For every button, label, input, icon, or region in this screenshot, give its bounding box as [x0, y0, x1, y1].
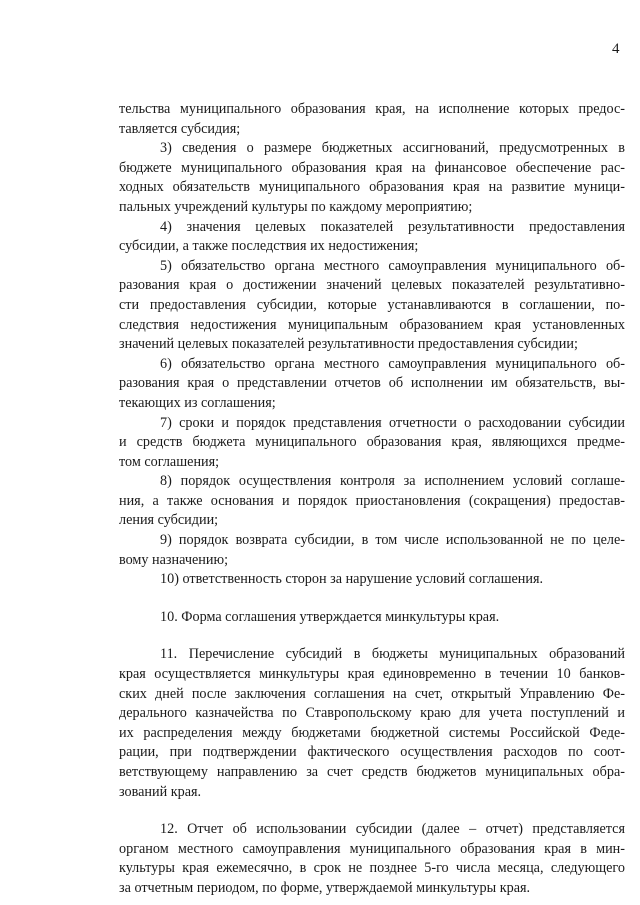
- paragraph: [119, 645, 625, 802]
- paragraph: [119, 531, 625, 570]
- text-line: тельства муниципального образования края, на исполнение которых предос-: [119, 101, 625, 117]
- text-line: 9) порядок возврата субсидии, в том числе использованной не по целе-: [160, 532, 625, 549]
- paragraph: [119, 414, 625, 473]
- text-line: текающих из соглашения;: [119, 394, 276, 411]
- text-line: зований края.: [119, 783, 202, 800]
- paragraph: [119, 257, 625, 355]
- text-line: разования края о достижении значений целевых показателей результативно-: [119, 277, 625, 294]
- text-line: 3) сведения о размере бюджетных ассигнований, предусмотренных в: [160, 140, 625, 157]
- text-line: 10) ответственность сторон за нарушение условий соглашения.: [160, 571, 544, 588]
- text-line: ветствующему направлению за счет средств бюджетов муниципальных обра-: [119, 764, 625, 780]
- text-line: ния, а также основания и порядок приостановления (сокращения) предостав-: [119, 492, 625, 509]
- text-line: культуры края ежемесячно, в срок не позднее 5-го числа месяца, следующего: [119, 860, 625, 877]
- paragraph: [119, 570, 625, 590]
- document-body: [119, 100, 625, 899]
- paragraph-gap: [119, 590, 625, 608]
- paragraph-gap: [119, 802, 625, 820]
- text-line: 8) порядок осуществления контроля за исполнением условий соглаше-: [160, 473, 625, 490]
- text-line: 5) обязательство органа местного самоуправления муниципального об-: [160, 257, 625, 274]
- text-line: ления субсидии;: [119, 512, 219, 529]
- text-line: органом местного самоуправления муниципального образования края в мин-: [119, 840, 625, 857]
- text-line: за отчетным периодом, по форме, утверждаемой минкультуры края.: [119, 879, 531, 896]
- text-line: 11. Перечисление субсидий в бюджеты муниципальных образований: [160, 646, 625, 663]
- paragraph: [119, 100, 625, 139]
- text-line: разования края о представлении отчетов об исполнении им обязательств, вы-: [119, 375, 625, 392]
- paragraph-gap: [119, 627, 625, 645]
- text-line: края осуществляется минкультуры края единовременно в течении 10 банков-: [119, 666, 625, 683]
- paragraph: [119, 139, 625, 217]
- text-line: 12. Отчет об использовании субсидии (далее – отчет) представляется: [160, 821, 625, 838]
- paragraph: [119, 608, 625, 628]
- text-line: следствия недостижения муниципальным образованием края установленных: [119, 316, 625, 333]
- text-line: ходных обязательств муниципального образования края на развитие муници-: [119, 179, 625, 196]
- text-line: их распределения между бюджетами бюджетной системы Российской Федe-: [119, 724, 625, 741]
- text-line: 6) обязательство органа местного самоуправления муниципального об-: [160, 355, 625, 372]
- text-line: значений целевых показателей результативности предоставления субсидии;: [119, 336, 578, 353]
- text-line: тавляется субсидия;: [119, 120, 241, 137]
- text-line: рации, при подтверждении фактического осуществления расходов по соот-: [119, 744, 625, 761]
- text-line: том соглашения;: [119, 453, 220, 470]
- text-line: сти предоставления субсидии, которые устанавливаются в соглашении, по-: [119, 296, 625, 313]
- text-line: 10. Форма соглашения утверждается минкультуры края.: [160, 608, 500, 625]
- text-line: 4) значения целевых показателей результативности предоставления: [160, 218, 625, 235]
- text-line: субсидии, а также последствия их недостижения;: [119, 238, 419, 255]
- text-line: вому назначению;: [119, 551, 229, 568]
- paragraph: [119, 218, 625, 257]
- paragraph: [119, 472, 625, 531]
- text-line: и средств бюджета муниципального образования края, являющихся предме-: [119, 434, 625, 451]
- text-line: ских дней после заключения соглашения на счет, открытый Управлению Фе-: [119, 685, 625, 702]
- text-line: пальных учреждений культуры по каждому мероприятию;: [119, 198, 473, 215]
- text-line: 7) сроки и порядок представления отчетности о расходовании субсидии: [160, 414, 625, 431]
- text-line: дерального казначейства по Ставропольскому краю для учета поступлений и: [119, 705, 625, 722]
- text-line: бюджете муниципального образования края на финансовое обеспечение рас-: [119, 159, 625, 176]
- paragraph: [119, 820, 625, 898]
- page-number: 4: [612, 41, 620, 57]
- paragraph: [119, 355, 625, 414]
